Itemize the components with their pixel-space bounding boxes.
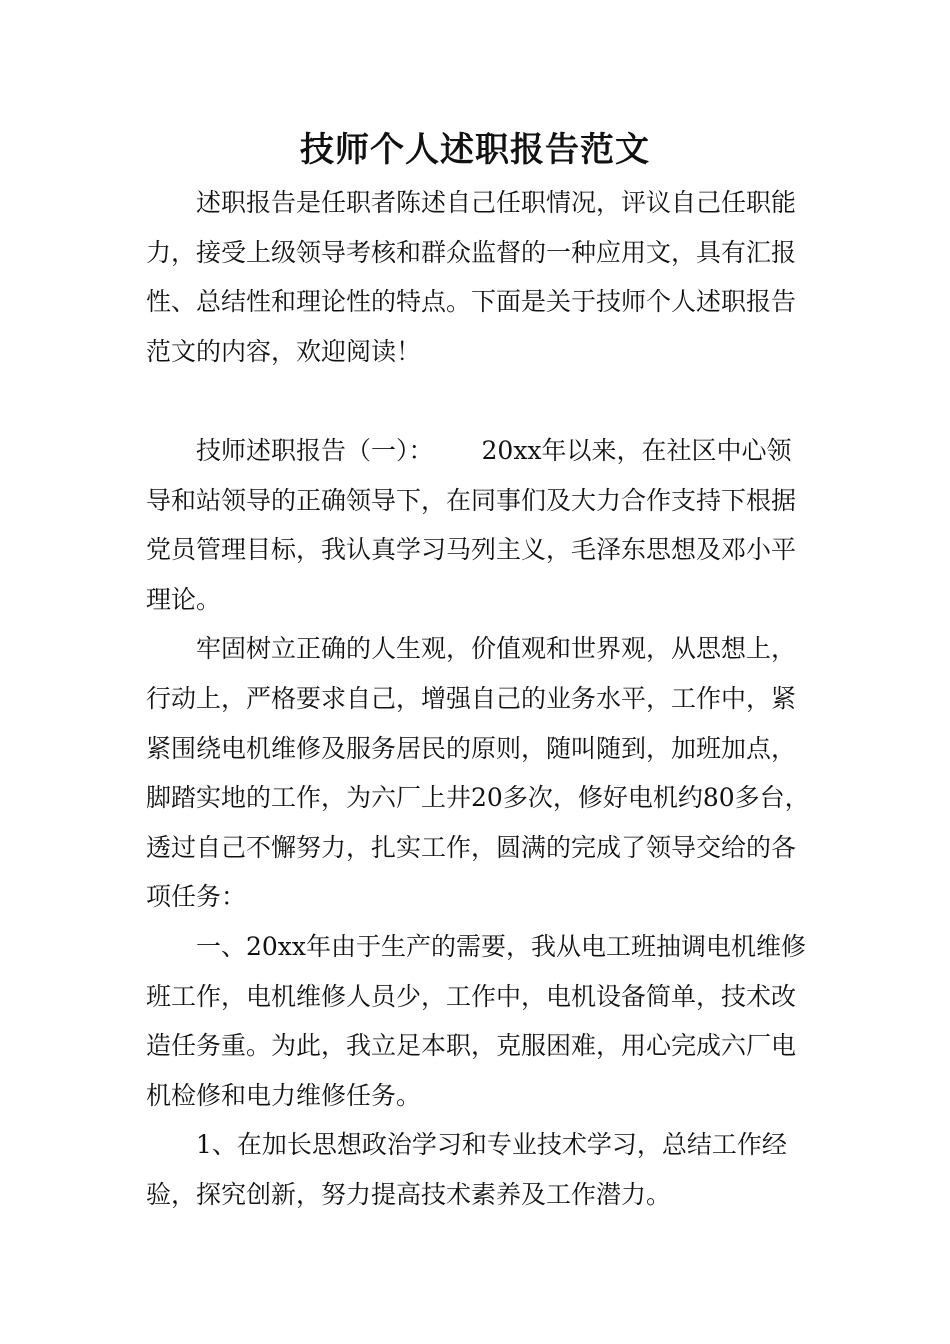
body-paragraph-3: 一、20xx年由于生产的需要，我从电工班抽调电机维修班工作，电机维修人员少，工作中，电机设备简单，技术改造任务重。为此，我立足本职，克服困难，用心完成六厂电机检修和电力维修任务。 [146,931,807,1110]
section-paragraph-1 [146,426,811,624]
body-paragraph-2: 牢固树立正确的人生观，价值观和世界观，从思想上，行动上，严格要求自己，增强自己的业务水平，工作中，紧紧围绕电机维修及服务居民的原则，随叫随到，加班加点，脚踏实地的工作，为六厂上井20多次，修好电机约80多台，透过自己不懈努力，扎实工作，圆满的完成了领导交给的各项任务： [146,634,810,912]
document-title: 技师个人述职报告范文 [300,130,650,170]
intro-paragraph: 述职报告是任职者陈述自己任职情况，评议自己任职能力，接受上级领导考核和群众监督的一种应用文，具有汇报性、总结性和理论性的特点。下面是关于技师个人述职报告范文的内容，欢迎阅读！ [146,188,797,366]
paragraph-spacer [146,376,811,426]
body-paragraph-4: 1、在加长思想政治学习和专业技术学习，总结工作经验，探究创新，努力提高技术素养及工作潜力。 [146,1130,787,1209]
section-heading: 技师述职报告（一）： [196,435,434,465]
section-first-text: 20xx年以来，在社区中心领导和站领导的正确领导下，在同事们及大力合作支持下根据党员管理目标，我认真学习马列主义，毛泽东思想及邓小平理论。 [146,435,797,614]
document-body [146,178,811,1219]
